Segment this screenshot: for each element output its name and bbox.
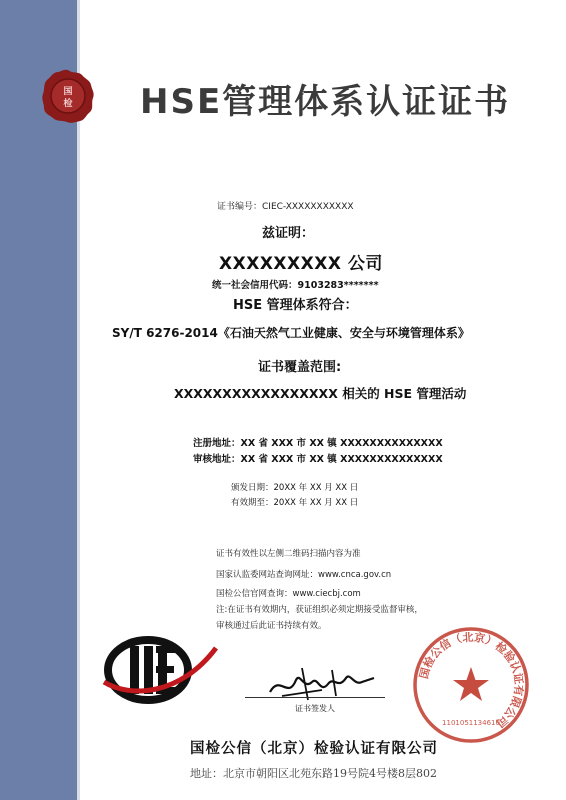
scope-heading: 证书覆盖范围: [258, 360, 342, 375]
standard-text: SY/T 6276-2014《石油天然气工业健康、安全与环境管理体系》 [112, 326, 470, 340]
conform-heading: HSE 管理体系符合： [233, 298, 358, 313]
certificate-number: 证书编号：CIEC-XXXXXXXXXXX [217, 202, 354, 212]
stamp-number: 1101051134610 [442, 719, 500, 727]
attest-heading: 兹证明： [262, 226, 315, 241]
audit-address: 审核地址：XX 省 XXX 市 XX 镇 XXXXXXXXXXXXXX [193, 454, 443, 465]
issue-date: 颁发日期：20XX 年 XX 月 XX 日 [231, 483, 359, 493]
credit-code: 统一社会信用代码：9103283******* [212, 280, 379, 291]
company-name: XXXXXXXXX 公司 [219, 254, 383, 274]
note-line: 注:在证书有效期内，获证组织必须定期接受监督审核， [216, 605, 423, 615]
stamp-text: 国检公信（北京）检验认证有限公司 [417, 630, 526, 730]
organization-name: 国检公信（北京）检验认证有限公司 [190, 740, 438, 757]
wax-seal-logo [40, 68, 96, 124]
ciec-logo [100, 628, 218, 710]
organization-address: 地址：北京市朝阳区北苑东路19号院4号楼8层802 [190, 767, 437, 780]
note-line: 审核通过后此证书持续有效。 [216, 621, 327, 631]
svg-text:国: 国 [63, 87, 73, 97]
signature-line [245, 697, 385, 698]
note-line: 证书有效性以左侧二维码扫描内容为准 [216, 549, 361, 559]
official-stamp [411, 625, 531, 745]
svg-text:检: 检 [63, 99, 73, 109]
valid-until-date: 有效期至：20XX 年 XX 月 XX 日 [231, 498, 359, 508]
note-line: 国家认监委网站查询网址：www.cnca.gov.cn [216, 570, 392, 580]
signer-label: 证书签发人 [295, 704, 335, 713]
note-line: 国检公信官网查询：www.ciecbj.com [216, 589, 361, 599]
scope-text: XXXXXXXXXXXXXXXXX 相关的 HSE 管理活动 [174, 386, 467, 401]
registered-address: 注册地址：XX 省 XXX 市 XX 镇 XXXXXXXXXXXXXX [193, 438, 443, 449]
page-title: HSE管理体系认证证书 [140, 82, 511, 122]
